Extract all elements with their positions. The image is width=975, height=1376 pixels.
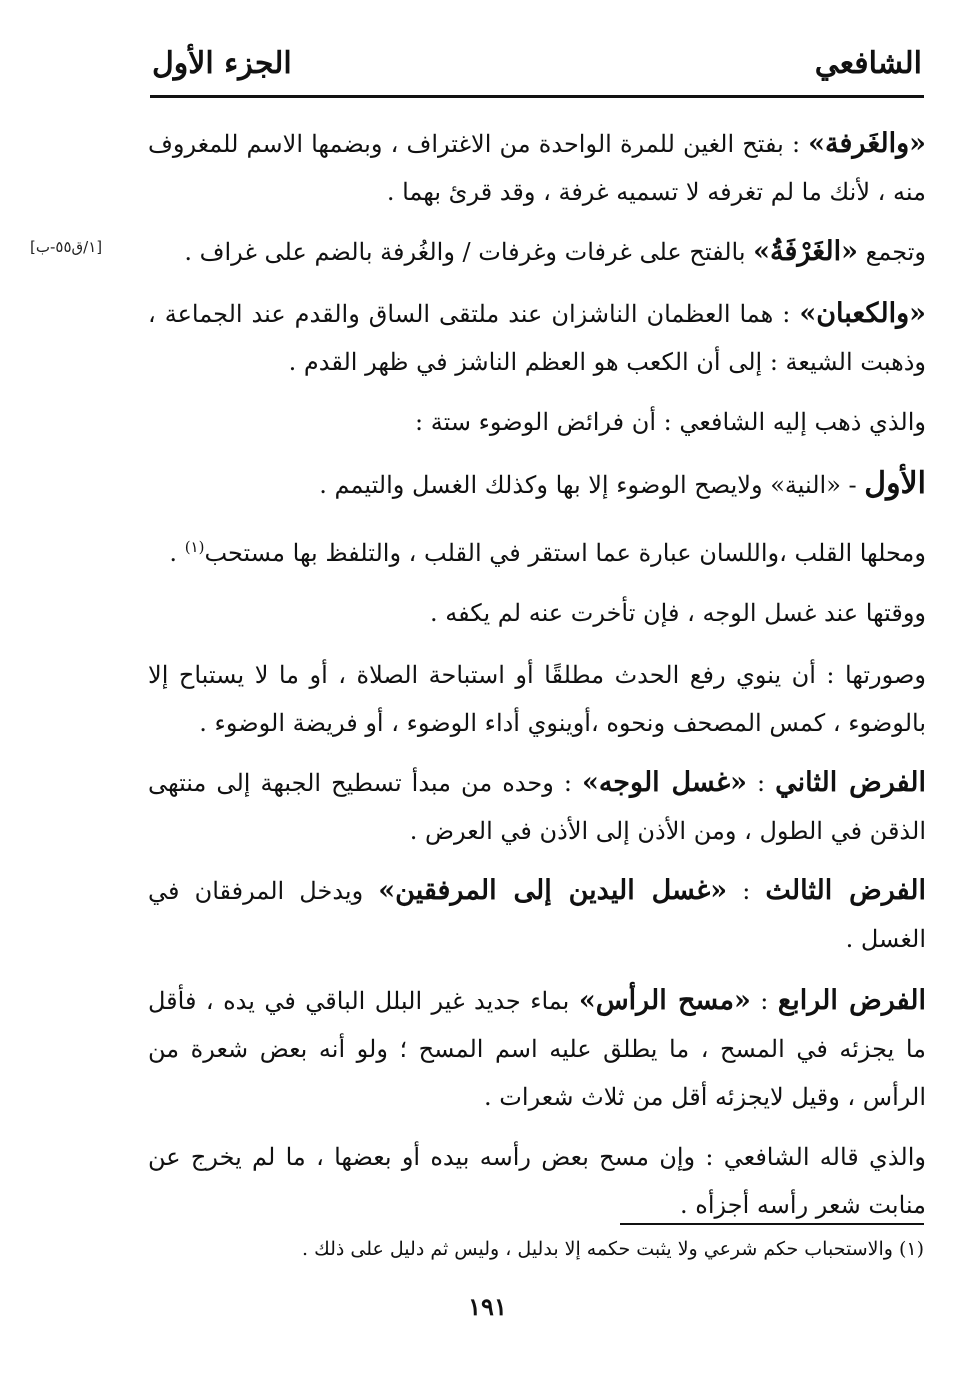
paragraph-text: وصورتها : أن ينوي رفع الحدث مطلقًا أو استباحة الصلاة ، أو ما لا يستباح إلا بالوضوء ، كمس المصحف ونحوه ،أوينوي أداء الوضوء ، أو فريضة الوضوء . [148,661,926,737]
main-text [148,120,926,1241]
footnote-divider [620,1223,924,1225]
page-number: ١٩١ [468,1292,507,1321]
paragraph-niyya-form [148,651,926,747]
paragraph-text: . [169,539,185,567]
paragraph-ghurfa [148,120,926,216]
paragraph-shafii-saying [148,1133,926,1229]
term-face-washing: «غسل الوجه» [581,767,747,798]
paragraph-text: : هما العظمان الناشزان عند ملتقى الساق والقدم عند الجماعة ، وذهبت الشيعة : إلى أن الكعب هو العظم الناشز في ظهر القدم . [148,300,926,376]
footnote-marker[interactable]: (١) [184,538,205,556]
manuscript-folio-note: [١/ق٥٥-ب] [30,238,103,256]
term-kabain: «والكعبان» [799,298,926,329]
term-hands-washing: «غسل اليدين إلى المرفقين» [378,875,728,906]
paragraph-text: وتجمع [857,238,926,266]
running-header [150,40,924,98]
paragraph-text: بالفتح على غرفات وغرفات / والغُرفة بالضم على غراف . [184,238,754,266]
heading-second: الفرض الثاني [775,767,927,798]
paragraph-text: - «النية» ولايصح الوضوء إلا بها وكذلك الغسل والتيمم . [319,471,865,499]
paragraph-text: : وحده من مبدأ تسطيح الجبهة إلى منتهى الذقن في الطول ، ومن الأذن إلى الأذن في العرض . [148,769,926,845]
paragraph-text: : [747,769,776,797]
paragraph-plural [148,228,926,276]
term-ghurfa: «والغَرفة» [808,128,926,159]
paragraph-first-fard [148,460,926,509]
paragraph-text: : [727,877,766,905]
paragraph-niyya-place [148,523,926,577]
term-head-wiping: «مسح الرأس» [578,985,751,1016]
paragraph-text: ومحلها القلب ،واللسان عبارة عما استقر في القلب ، والتلفظ بها مستحب [204,539,926,567]
heading-third: الفرض الثالث [765,875,927,906]
footnote: (١) والاستحباب حكم شرعي ولا يثبت حكمه إلا بدليل ، وليس ثم دليل على ذلك . [302,1238,924,1260]
paragraph-text: : بفتح الغين للمرة الواحدة من الاغتراف ، وبضمها الاسم للمغروف منه ، لأنك ما لم تغرفه لا تسميه غرفة ، وقد قرئ بهما . [148,130,926,206]
paragraph-text: ويدخل المرفقان في الغسل . [148,877,926,953]
paragraph-kabain [148,290,926,386]
paragraph-text: ووقتها عند غسل الوجه ، فإن تأخرت عنه لم يكفه . [429,599,926,627]
paragraph-text: بماء جديد غير البلل الباقي في يده ، فأقل ما يجزئه في المسح ، ما يطلق عليه اسم المسح ؛ ولو أنه بعض شعرة من الرأس ، وقيل لايجزئه أقل من ثلاث شعرات . [148,987,926,1111]
paragraph-second-fard [148,759,926,855]
heading-fourth: الفرض الرابع [777,985,927,1016]
paragraph-third-fard [148,867,926,963]
paragraph-text: والذي ذهب إليه الشافعي : أن فرائض الوضوء ستة : [415,408,926,436]
paragraph-text: والذي قاله الشافعي : وإن مسح بعض رأسه بيده أو بعضها ، ما لم يخرج عن منابت شعر رأسه أجزأه . [148,1143,926,1219]
paragraph-shafii-view [148,398,926,446]
heading-first: الأول [864,466,926,501]
paragraph-fourth-fard [148,977,926,1121]
term-ghurfa-plural: «الغَرْفَةُ» [753,236,858,267]
header-volume-title: الجزء الأول [152,46,292,81]
paragraph-text: : [750,987,778,1015]
paragraph-niyya-time [148,589,926,637]
header-book-title: الشافعي [814,46,922,81]
